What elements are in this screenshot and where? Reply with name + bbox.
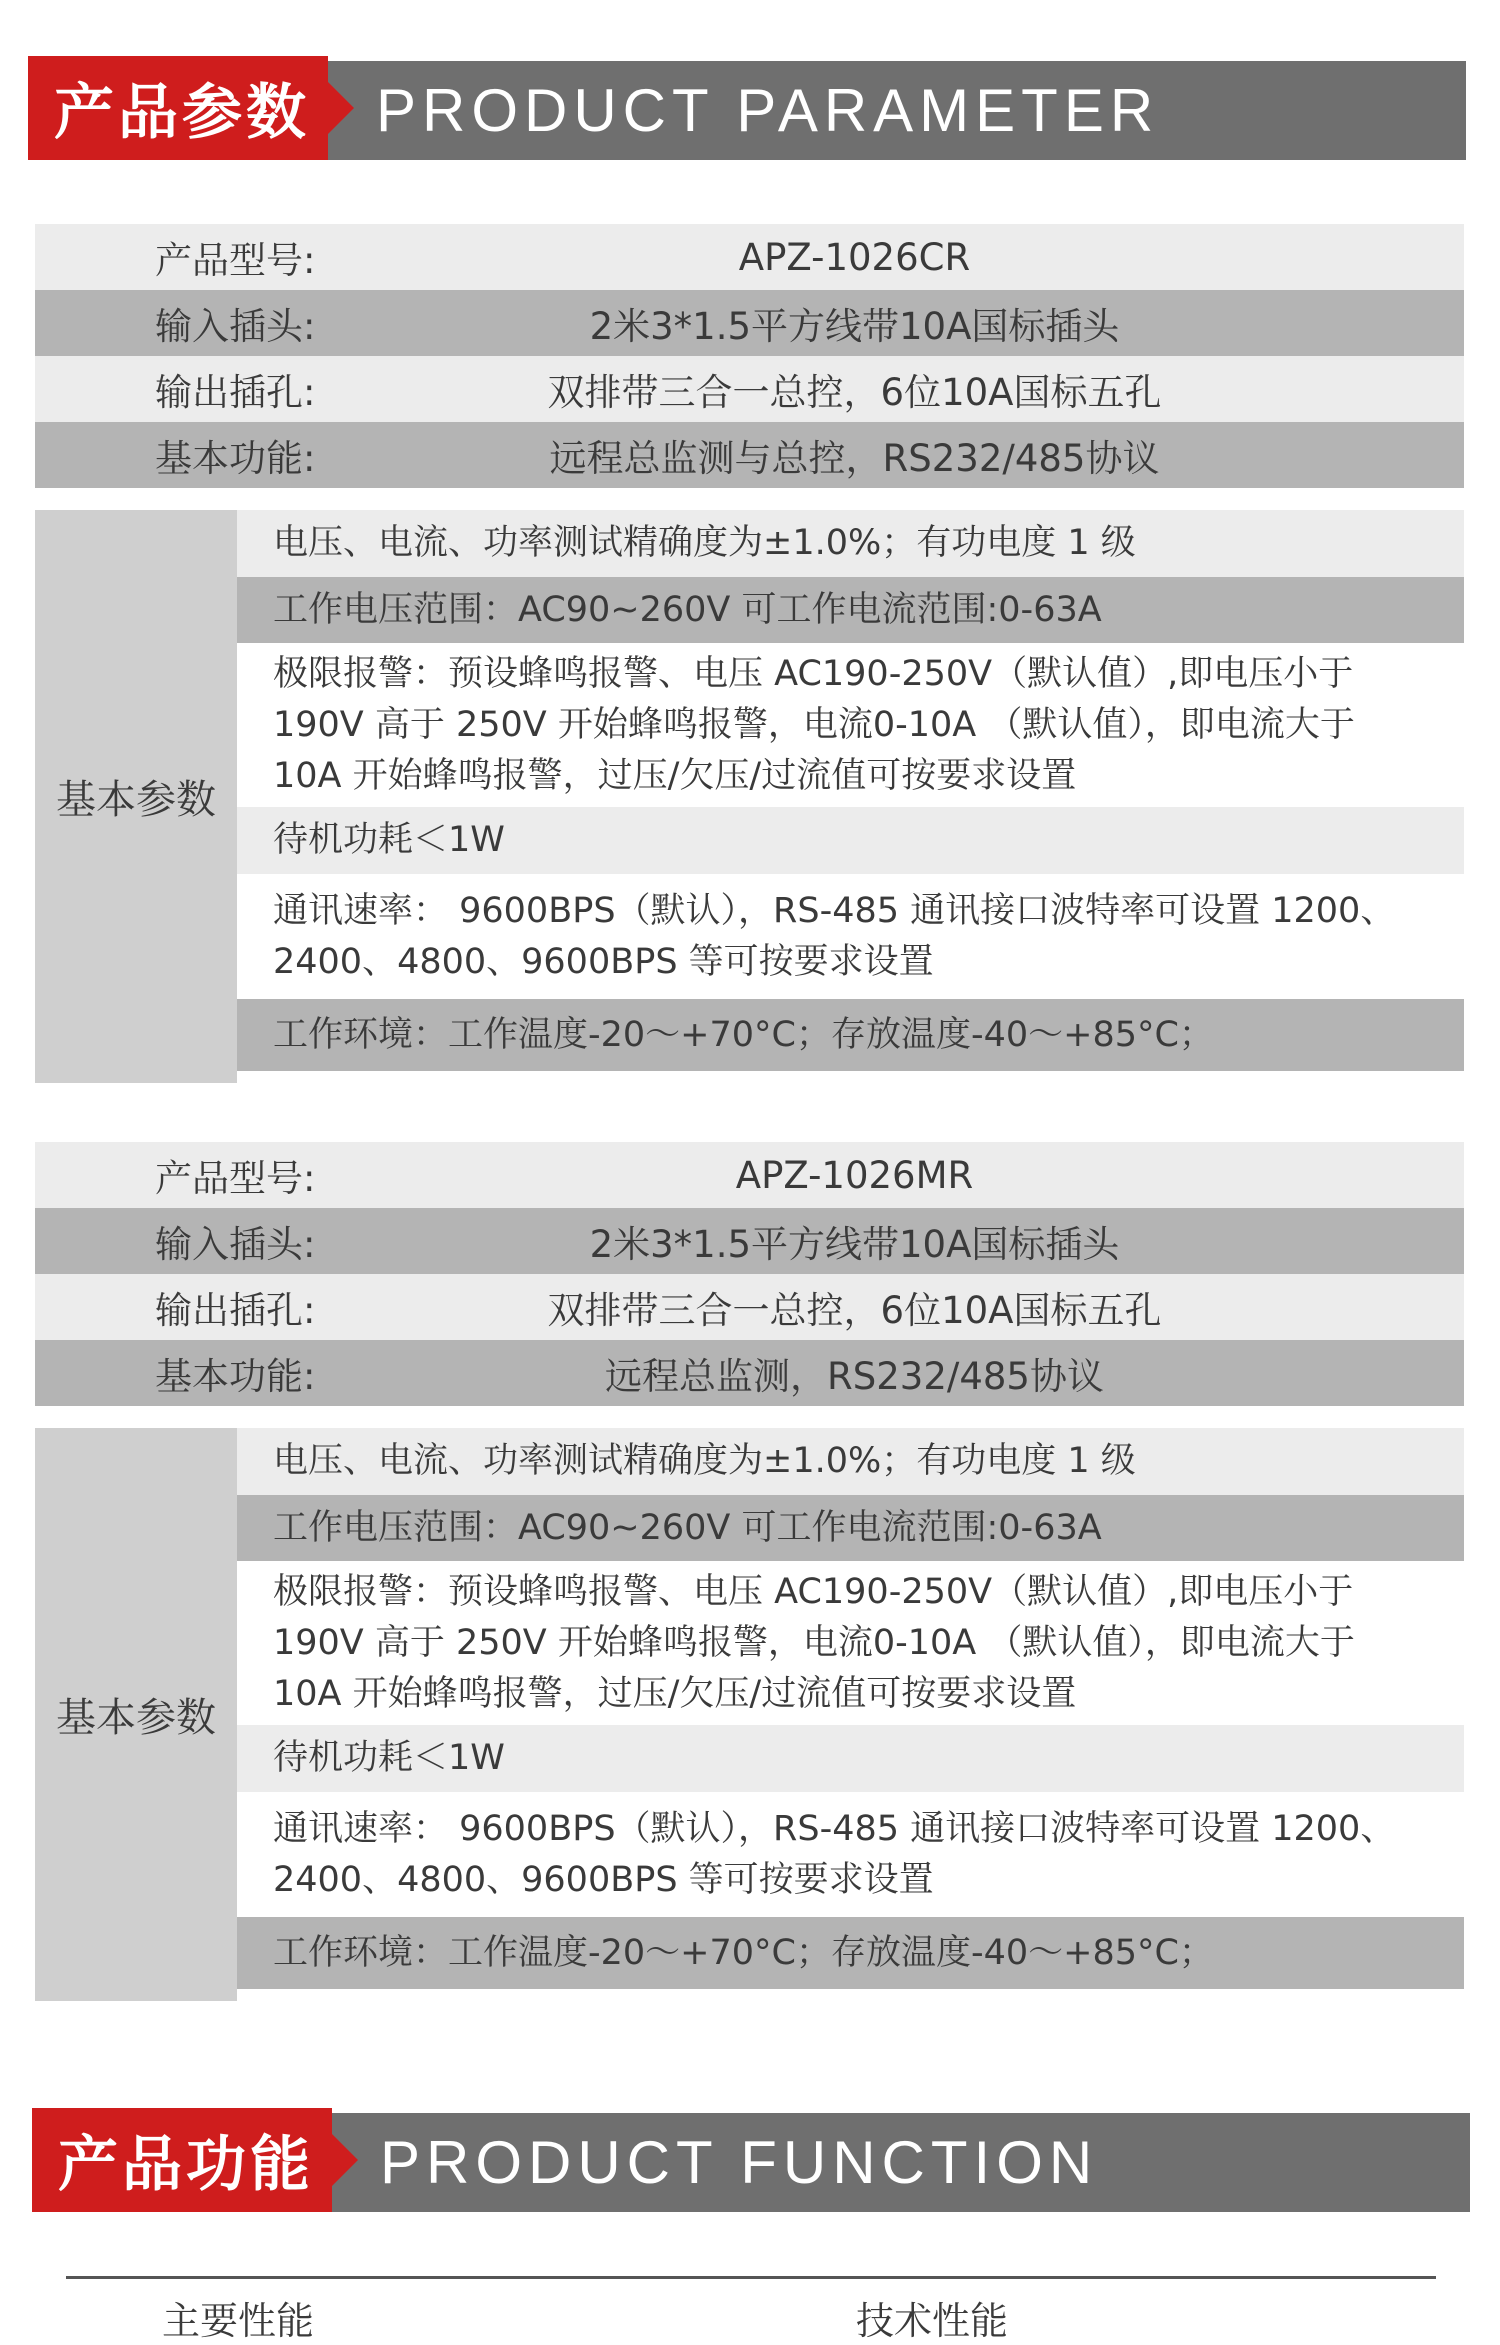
param-side-label: 基本参数 (35, 510, 237, 1083)
spec-row (35, 1142, 1464, 1208)
tab-divider (66, 2276, 1436, 2279)
param-table-2 (35, 1428, 1464, 2001)
spec-row (35, 290, 1464, 356)
section-banner-parameter (28, 56, 1466, 160)
spec-label: 输出插孔: (155, 371, 316, 414)
spec-value: 远程总监测，RS232/485协议 (605, 1355, 1104, 1398)
spec-value: 2米3*1.5平方线带10A国标插头 (589, 305, 1120, 348)
param-side-label: 基本参数 (35, 1428, 237, 2001)
spec-value: APZ-1026MR (735, 1153, 974, 1197)
param-env: 工作环境：工作温度-20～+70°C；存放温度-40～+85°C； (237, 1917, 1464, 1989)
param-alarm-line: 190V 高于 250V 开始蜂鸣报警，电流0-10A （默认值），即电流大于 (273, 704, 1355, 745)
param-comm-line: 2400、4800、9600BPS 等可按要求设置 (273, 1859, 934, 1900)
param-standby: 待机功耗＜1W (237, 807, 1464, 874)
banner-title-cn: 产品功能 (32, 2108, 332, 2212)
spec-row (35, 1208, 1464, 1274)
param-alarm-line: 10A 开始蜂鸣报警，过压/欠压/过流值可按要求设置 (273, 1673, 1077, 1714)
spec-label: 产品型号: (155, 239, 316, 282)
spec-table-1 (35, 224, 1464, 488)
spec-value: 双排带三合一总控，6位10A国标五孔 (547, 371, 1162, 414)
param-alarm-line: 10A 开始蜂鸣报警，过压/欠压/过流值可按要求设置 (273, 755, 1077, 796)
spec-row (35, 224, 1464, 290)
param-accuracy: 电压、电流、功率测试精确度为±1.0%；有功电度 1 级 (237, 510, 1464, 577)
spec-value: APZ-1026CR (738, 235, 971, 279)
param-alarm-line: 190V 高于 250V 开始蜂鸣报警，电流0-10A （默认值），即电流大于 (273, 1622, 1355, 1663)
param-alarm (237, 643, 1464, 807)
spec-label: 输入插头: (155, 1223, 316, 1266)
spec-row (35, 1340, 1464, 1406)
section-banner-function (32, 2108, 1470, 2212)
param-comm (237, 874, 1464, 999)
spec-label: 输入插头: (155, 305, 316, 348)
spec-row (35, 1274, 1464, 1340)
spec-row (35, 356, 1464, 422)
spec-table-2 (35, 1142, 1464, 1406)
param-alarm-line: 极限报警：预设蜂鸣报警、电压 AC190-250V（默认值）,即电压小于 (273, 653, 1354, 694)
param-alarm (237, 1561, 1464, 1725)
param-table-1 (35, 510, 1464, 1083)
spec-label: 基本功能: (155, 437, 316, 480)
param-range: 工作电压范围：AC90~260V 可工作电流范围:0-63A (237, 577, 1464, 643)
spec-value: 2米3*1.5平方线带10A国标插头 (589, 1223, 1120, 1266)
spec-value: 远程总监测与总控，RS232/485协议 (549, 437, 1160, 480)
param-comm-line: 通讯速率： 9600BPS（默认），RS-485 通讯接口波特率可设置 1200、 (273, 890, 1396, 931)
spec-value: 双排带三合一总控，6位10A国标五孔 (547, 1289, 1162, 1332)
param-accuracy: 电压、电流、功率测试精确度为±1.0%；有功电度 1 级 (237, 1428, 1464, 1495)
tab-main-performance[interactable]: 主要性能 (162, 2299, 315, 2343)
param-range: 工作电压范围：AC90~260V 可工作电流范围:0-63A (237, 1495, 1464, 1561)
spec-label: 产品型号: (155, 1157, 316, 1200)
param-standby: 待机功耗＜1W (237, 1725, 1464, 1792)
spec-row (35, 422, 1464, 488)
spec-label: 输出插孔: (155, 1289, 316, 1332)
param-env: 工作环境：工作温度-20～+70°C；存放温度-40～+85°C； (237, 999, 1464, 1071)
tab-technical-performance[interactable]: 技术性能 (856, 2299, 1009, 2343)
param-comm-line: 2400、4800、9600BPS 等可按要求设置 (273, 941, 934, 982)
banner-title-en: PRODUCT PARAMETER (376, 77, 1160, 144)
param-comm (237, 1792, 1464, 1917)
param-alarm-line: 极限报警：预设蜂鸣报警、电压 AC190-250V（默认值）,即电压小于 (273, 1571, 1354, 1612)
param-comm-line: 通讯速率： 9600BPS（默认），RS-485 通讯接口波特率可设置 1200、 (273, 1808, 1396, 1849)
spec-label: 基本功能: (155, 1355, 316, 1398)
banner-title-cn: 产品参数 (28, 56, 328, 160)
banner-title-en: PRODUCT FUNCTION (380, 2129, 1099, 2196)
